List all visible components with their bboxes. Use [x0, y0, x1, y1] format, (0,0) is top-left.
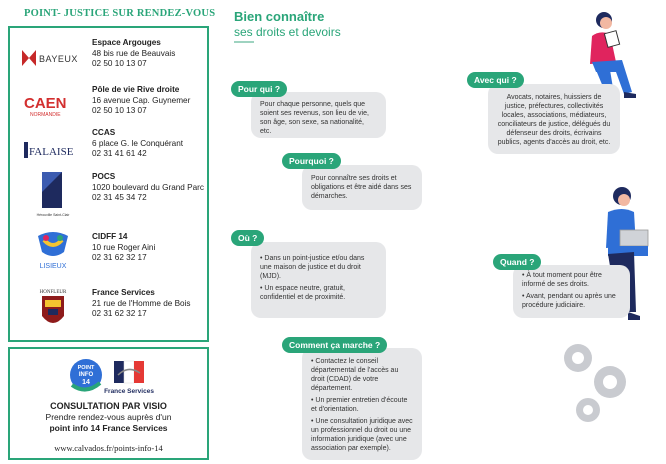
card-pourquoi: Pour connaître ses droits et obligations et être aidé dans ses démarches.	[302, 165, 422, 210]
card-avec-qui: Avocats, notaires, huissiers de justice, préfectures, collectivités locales, associations, médiateurs, conciliateurs de justice, délégués du défenseur des droits, écrivains publics, agents d'accès au droit, etc.	[488, 84, 620, 154]
svg-text:POINT: POINT	[77, 365, 95, 371]
location-address: 16 avenue Cap. Guynemer	[92, 95, 191, 105]
location-falaise	[10, 126, 207, 176]
label-pour-qui: Pour qui ?	[231, 81, 287, 97]
page-title: Bien connaître	[234, 9, 325, 24]
location-address: 21 rue de l'Homme de Bois	[92, 298, 191, 308]
svg-text:HONFLEUR: HONFLEUR	[39, 290, 67, 295]
card-pour-qui: Pour chaque personne, quels que soient ses revenus, son lieu de vie, son âge, son sexe, sa nationalité, etc.	[251, 92, 386, 138]
honfleur-logo	[20, 286, 86, 334]
svg-text:NORMANDIE: NORMANDIE	[30, 112, 61, 118]
left-title: POINT- JUSTICE SUR RENDEZ-VOUS	[24, 8, 216, 19]
location-name: CIDFF 14	[92, 232, 128, 241]
visio-box	[8, 347, 209, 460]
visio-title: CONSULTATION PAR VISIO	[50, 401, 167, 411]
location-phone: 02 31 62 32 17	[92, 253, 147, 263]
page-subtitle: ses droits et devoirs	[234, 25, 341, 39]
location-phone: 02 31 41 61 42	[92, 149, 147, 159]
svg-text:CAEN: CAEN	[24, 95, 67, 112]
svg-text:Hérouville Saint-Clair: Hérouville Saint-Clair	[36, 213, 70, 217]
location-phone: 02 50 10 13 07	[92, 106, 147, 116]
label-quand: Quand ?	[493, 254, 541, 270]
caen-logo	[20, 85, 86, 125]
card-comment: • Contactez le conseil départemental de l'accès au droit (CDAD) de votre département. • Un premier entretien d'écoute et d'orientation. • Une consultation juridique avec un professionnel du droit ou une information juridique (avec une association par exemple).	[302, 348, 422, 460]
location-address: 10 rue Roger Aini	[92, 242, 156, 252]
location-bayeux	[10, 36, 207, 86]
location-name: Pôle de vie Rive droite	[92, 85, 180, 94]
card-ou: • Dans un point-justice et/ou dans une maison de justice et du droit (MJD). • Un espace neutre, gratuit, confidentiel et de proximité.	[251, 242, 386, 318]
location-phone: 02 50 10 13 07	[92, 59, 147, 69]
location-herouville	[10, 170, 207, 220]
location-phone: 02 31 45 34 72	[92, 193, 147, 203]
location-address: 6 place G. le Conquérant	[92, 138, 184, 148]
location-name: France Services	[92, 288, 155, 297]
label-pourquoi: Pourquoi ?	[282, 153, 341, 169]
svg-text:FALAISE: FALAISE	[29, 146, 74, 158]
label-avec-qui: Avec qui ?	[467, 72, 524, 88]
label-ou: Où ?	[231, 230, 264, 246]
location-lisieux	[10, 230, 207, 280]
herouville-logo	[20, 170, 86, 218]
visio-url: www.calvados.fr/points-info-14	[54, 443, 163, 453]
location-name: Espace Argouges	[92, 38, 161, 47]
title-underline	[234, 41, 254, 43]
location-honfleur	[10, 286, 207, 336]
location-name: POCS	[92, 172, 116, 181]
svg-text:LISIEUX: LISIEUX	[39, 263, 67, 270]
svg-text:France Services: France Services	[104, 388, 154, 395]
location-phone: 02 31 62 32 17	[92, 309, 147, 319]
visio-text: Prendre rendez-vous auprès d'un point info 14 France Services	[45, 412, 172, 433]
visio-logos	[66, 355, 166, 399]
location-address: 48 bis rue de Beauvais	[92, 48, 176, 58]
lisieux-logo	[20, 230, 86, 276]
location-address: 1020 boulevard du Grand Parc	[92, 182, 204, 192]
falaise-logo	[20, 130, 86, 170]
svg-text:BAYEUX: BAYEUX	[39, 54, 78, 64]
card-quand: • À tout moment pour être informé de ses droits. • Avant, pendant ou après une procédure judiciaire.	[513, 265, 630, 318]
bayeux-logo	[20, 38, 86, 78]
location-name: CCAS	[92, 128, 116, 137]
label-comment: Comment ça marche ?	[282, 337, 387, 353]
gears-illustration	[548, 336, 638, 426]
locations-box	[8, 26, 209, 342]
svg-text:14: 14	[82, 379, 90, 386]
svg-text:INFO: INFO	[78, 372, 94, 378]
